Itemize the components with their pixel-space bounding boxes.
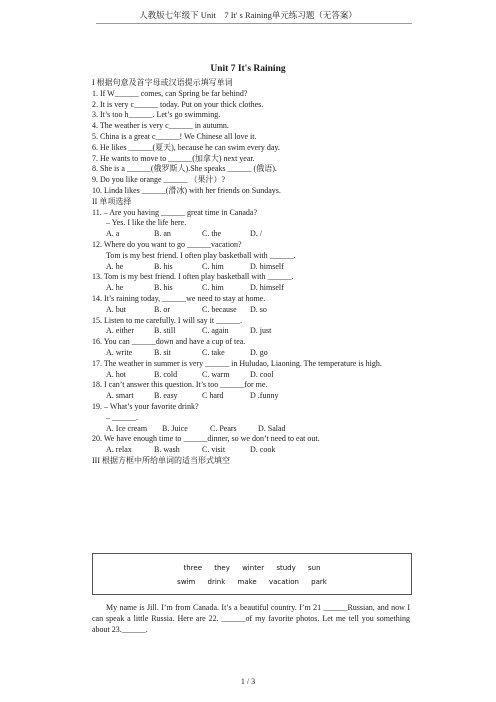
passage-text: My name is Jill. I’m from Canada. It’s a beautiful country. I’m 21 ______Russian, and now I can speak a little Russia. Here are 22. ______of my favorite photos. Let me tell you something about 23.______. xyxy=(92,603,410,634)
question-7: 7. He wants to move to ______(加拿大) next year. xyxy=(92,153,255,163)
section2-heading: II 单项选择 xyxy=(92,196,132,206)
question-19: 19. – What’s your favorite drink? xyxy=(92,401,199,411)
section3-heading: III 根据方框中所给单词的适当形式填空 xyxy=(92,455,230,465)
question-20-options xyxy=(92,445,412,456)
question-15-options xyxy=(92,326,412,337)
question-8: 8. She is a ______(俄罗斯人).She speaks ______ (俄语). xyxy=(92,164,277,174)
question-1: 1. If W______ comes, can Spring be far behind? xyxy=(92,88,248,98)
question-10: 10. Linda likes ______(滑冰) with her friends on Sundays. xyxy=(92,185,281,195)
option-d: D. so xyxy=(250,304,267,314)
option-b: B. easy xyxy=(154,391,178,401)
question-12-reply: Tom is my best friend. I often play basketball with ______. xyxy=(106,250,296,260)
option-d: D. himself xyxy=(250,261,284,271)
option-c: C. warm xyxy=(202,369,230,379)
question-5: 5. China is a great c______! We Chinese all love it. xyxy=(92,131,257,141)
option-a: A. relax xyxy=(106,445,132,455)
question-19-options xyxy=(92,424,412,435)
option-b: B. wash xyxy=(154,445,180,455)
option-c: C. him xyxy=(202,261,224,271)
option-b: B. an xyxy=(154,229,171,239)
option-d: D. just xyxy=(250,326,272,336)
option-d: D .funny xyxy=(250,391,279,401)
question-17: 17. The weather in summer is very ______ in Huludao, Liaoning. The temperature is high. xyxy=(92,358,382,368)
option-c: C. visit xyxy=(202,445,226,455)
word-bank-box xyxy=(92,553,412,595)
option-c: C. again xyxy=(202,326,229,336)
option-d: D. himself xyxy=(250,283,284,293)
header-rule xyxy=(96,23,412,24)
question-6: 6. He likes ______(夏天), because he can swim every day. xyxy=(92,142,280,152)
question-18: 18. I can’t answer this question. It’s too ______for me. xyxy=(92,380,268,390)
question-11: 11. – Are you having ______ great time in Canada? xyxy=(92,207,257,217)
option-c: C hard xyxy=(202,391,224,401)
question-11-options xyxy=(92,229,412,240)
worksheet-body xyxy=(92,78,412,467)
question-19-reply: – ______. xyxy=(106,412,138,422)
question-20: 20. We have enough time to ______dinner, so we don’t need to eat out. xyxy=(92,434,320,444)
question-18-options xyxy=(92,391,412,402)
option-b: B. still xyxy=(154,326,176,336)
question-16: 16. You can ______down and have a cup of tea. xyxy=(92,337,246,347)
page-title: Unit 7 It's Raining xyxy=(210,64,286,74)
option-c: C. because xyxy=(202,304,237,314)
reading-passage xyxy=(92,603,410,635)
option-c: C. the xyxy=(202,229,222,239)
option-b: B. his xyxy=(154,261,173,271)
word-bank-row-2: swim drink make vacation park xyxy=(177,578,327,586)
question-14: 14. It’s raining today, ______we need to stay at home. xyxy=(92,293,266,303)
question-17-options xyxy=(92,370,412,381)
question-13: 13. Tom is my best friend. I often play basketball with ______. xyxy=(92,272,294,282)
word-bank-row-1: three they winter study sun xyxy=(183,564,321,572)
option-d: D. go xyxy=(250,347,268,357)
option-a: A. he xyxy=(106,261,124,271)
option-b: B. Juice xyxy=(162,423,188,433)
option-c: C. him xyxy=(202,283,224,293)
question-3: 3. It’s too h______. Let’s go swimming. xyxy=(92,110,221,120)
option-d: D. cool xyxy=(250,369,274,379)
option-a: A. a xyxy=(106,229,120,239)
page-header: 人教版七年级下 Unit 7 It' s Raining单元练习题（无答案） xyxy=(139,10,357,20)
option-a: A. smart xyxy=(106,391,134,401)
question-12: 12. Where do you want to go ______vacation? xyxy=(92,239,242,249)
option-a: A. hot xyxy=(106,369,126,379)
question-4: 4. The weather is very c______ in autumn. xyxy=(92,121,229,131)
question-12-options xyxy=(92,262,412,273)
option-d: D. / xyxy=(250,229,262,239)
option-c: C. take xyxy=(202,347,225,357)
option-d: D. cook xyxy=(250,445,276,455)
option-a: A. but xyxy=(106,304,126,314)
question-15: 15. Listen to me carefully. I will say it ______. xyxy=(92,315,243,325)
question-11-reply: – Yes. I like the life here. xyxy=(106,218,187,228)
option-d: D. Salad xyxy=(258,423,286,433)
option-b: B. sit xyxy=(154,347,171,357)
question-14-options xyxy=(92,305,412,316)
option-a: A. he xyxy=(106,283,124,293)
option-b: B. his xyxy=(154,283,173,293)
page-number: 1 / 3 xyxy=(240,677,256,686)
question-9: 9. Do you like orange ______ （果汁）? xyxy=(92,175,226,185)
question-2: 2. It is very c______ today. Put on your thick clothes. xyxy=(92,99,264,109)
option-b: B. or xyxy=(154,304,170,314)
section1-heading: I 根据句意及首字母或汉语提示填写单词 xyxy=(92,78,233,87)
option-b: B. cold xyxy=(154,369,178,379)
question-16-options xyxy=(92,348,412,359)
option-c: C. Pears xyxy=(210,423,237,433)
option-a: A. Ice cream xyxy=(106,423,148,433)
option-a: A. write xyxy=(106,347,133,357)
option-a: A. either xyxy=(106,326,134,336)
question-13-options xyxy=(92,283,412,294)
